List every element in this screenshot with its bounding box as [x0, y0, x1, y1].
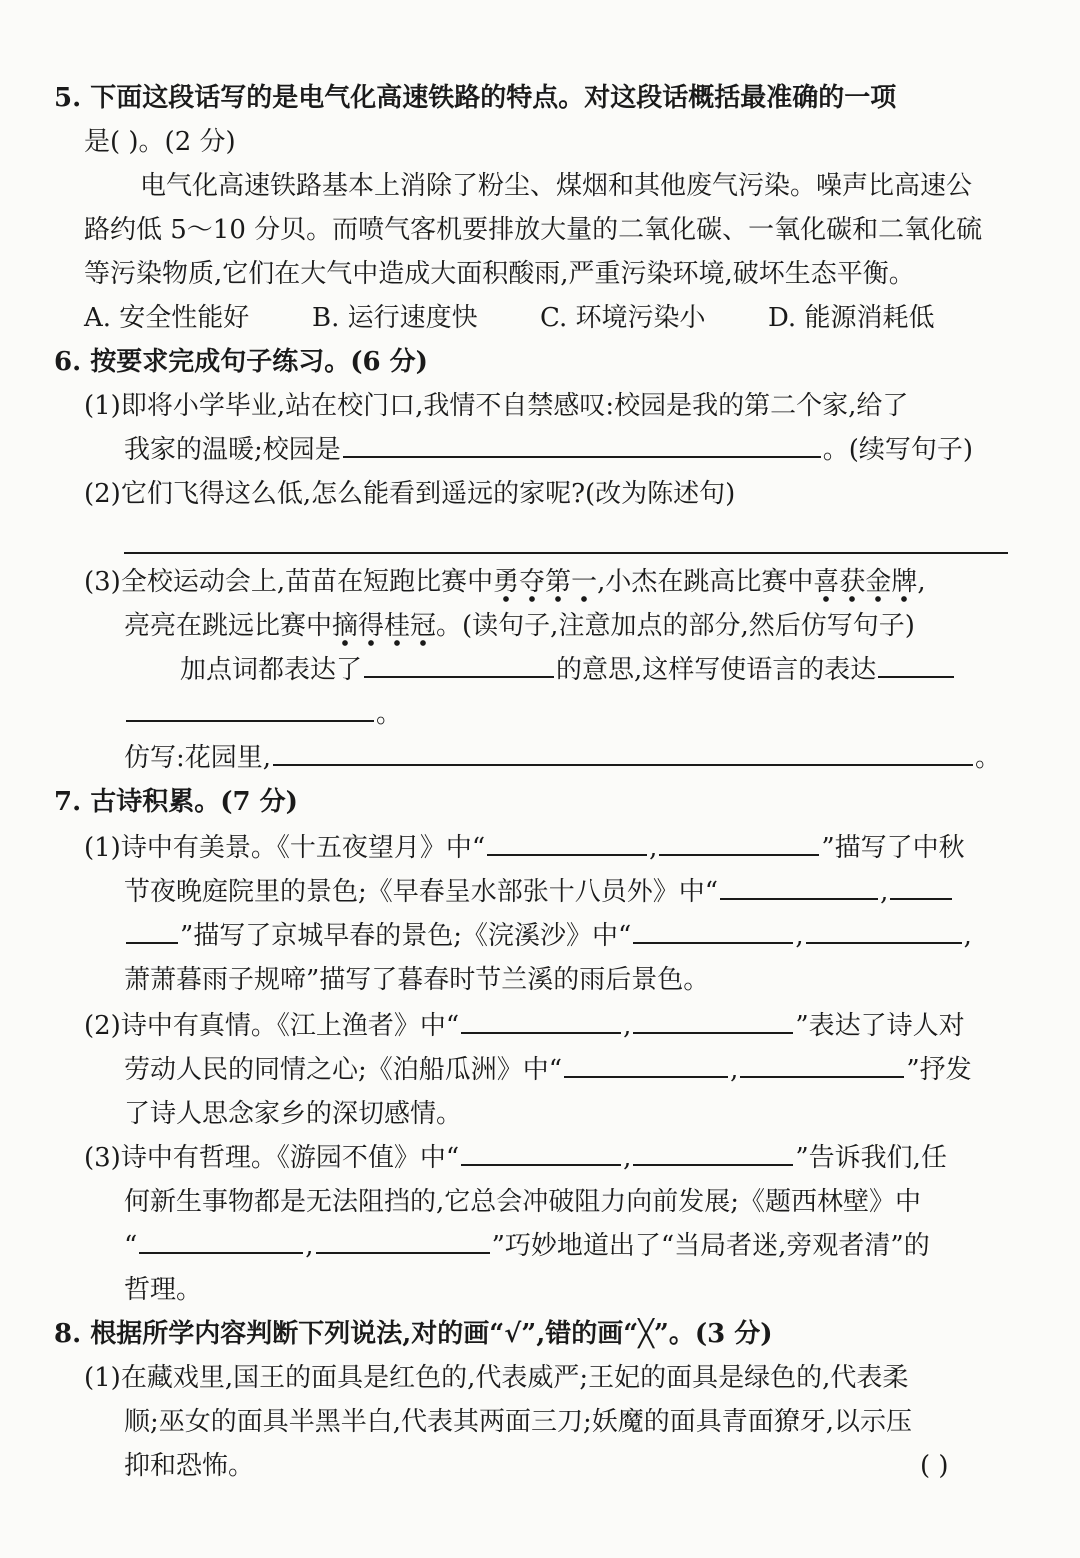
- q5-line2: 是( )。(2 分): [84, 127, 236, 157]
- answer-blank[interactable]: [890, 870, 952, 900]
- q7-p1-line2: 节夜晚庭院里的景色;《早春呈水部张十八员外》中“ ,: [124, 870, 954, 914]
- answer-line[interactable]: [124, 552, 1008, 554]
- q5-line1: 5. 下面这段话写的是电气化高速铁路的特点。对这段话概括最准确的一项: [54, 83, 897, 113]
- dotted-word: 勇夺第一: [493, 567, 597, 597]
- q7-p2-line1: (2)诗中有真情。《江上渔者》中“ , ”表达了诗人对: [84, 1004, 965, 1048]
- answer-blank[interactable]: [126, 692, 374, 722]
- q6-s3-line1: (3)全校运动会上,苗苗在短跑比赛中勇夺第一,小杰在跳高比赛中喜获金牌,: [84, 560, 926, 604]
- q5-passage-line: 路约低 5～10 分贝。而喷气客机要排放大量的二氧化碳、一氧化碳和二氧化硫: [84, 215, 983, 245]
- q7-p1-line1: (1)诗中有美景。《十五夜望月》中“ , ”描写了中秋: [84, 826, 965, 870]
- q6-s3-imitation: 仿写:花园里, 。: [124, 736, 1001, 780]
- q7-p3-line1: (3)诗中有哲理。《游园不值》中“ , ”告诉我们,任: [84, 1136, 947, 1180]
- answer-blank[interactable]: [878, 648, 954, 678]
- answer-blank[interactable]: [139, 1224, 303, 1254]
- answer-blank[interactable]: [564, 1048, 728, 1078]
- answer-blank[interactable]: [461, 1004, 621, 1034]
- q7-p3-line3: “ , ”巧妙地道出了“当局者迷,旁观者清”的: [124, 1224, 930, 1268]
- answer-blank[interactable]: [740, 1048, 904, 1078]
- q8-s1-line3: 抑和恐怖。: [124, 1451, 255, 1481]
- answer-blank[interactable]: [633, 1136, 793, 1166]
- q8-title: 8. 根据所学内容判断下列说法,对的画“√”,错的画“╳”。(3 分): [54, 1319, 773, 1349]
- q6-s2-line1: (2)它们飞得这么低,怎么能看到遥远的家呢?(改为陈述句): [84, 479, 736, 509]
- answer-blank[interactable]: [126, 914, 178, 944]
- q8-s1-line1: (1)在藏戏里,国王的面具是红色的,代表威严;王妃的面具是绿色的,代表柔: [84, 1363, 909, 1393]
- answer-blank[interactable]: [659, 826, 819, 856]
- answer-blank[interactable]: [720, 870, 878, 900]
- q7-p3-line4: 哲理。: [124, 1275, 203, 1305]
- q6-s3-line3: 加点词都表达了 的意思,这样写使语言的表达: [180, 648, 956, 692]
- q7-p2-line2: 劳动人民的同情之心;《泊船瓜洲》中“ , ”抒发: [124, 1048, 972, 1092]
- answer-blank[interactable]: [633, 914, 793, 944]
- q7-p1-line4: 萧萧暮雨子规啼”描写了暮春时节兰溪的雨后景色。: [124, 965, 710, 995]
- answer-blank[interactable]: [343, 428, 821, 458]
- q7-title: 7. 古诗积累。(7 分): [54, 787, 298, 817]
- q6-s1-line1: (1)即将小学毕业,站在校门口,我情不自禁感叹:校园是我的第二个家,给了: [84, 391, 909, 421]
- q7-p3-line2: 何新生事物都是无法阻挡的,它总会冲破阻力向前发展;《题西林壁》中: [124, 1187, 922, 1217]
- q5-option-c[interactable]: C. 环境污染小: [540, 303, 706, 333]
- answer-parentheses[interactable]: ( ): [920, 1451, 949, 1481]
- dotted-word: 喜获金牌: [813, 567, 917, 597]
- q5-options: [84, 296, 996, 340]
- q6-s3-line2: 亮亮在跳远比赛中摘得桂冠。(读句子,注意加点的部分,然后仿写句子): [124, 604, 915, 648]
- dotted-word: 摘得桂冠: [332, 611, 436, 641]
- q7-p1-line3: ”描写了京城早春的景色;《浣溪沙》中“ , ,: [124, 914, 972, 958]
- q5-option-b[interactable]: B. 运行速度快: [312, 303, 478, 333]
- q6-s3-line4: 。: [124, 692, 402, 736]
- answer-blank[interactable]: [316, 1224, 490, 1254]
- q5-passage-line: 等污染物质,它们在大气中造成大面积酸雨,严重污染环境,破坏生态平衡。: [84, 259, 915, 289]
- q5-passage-line: 电气化高速铁路基本上消除了粉尘、煤烟和其他废气污染。噪声比高速公: [140, 171, 973, 201]
- q7-p2-line3: 了诗人思念家乡的深切感情。: [124, 1099, 463, 1129]
- answer-blank[interactable]: [806, 914, 962, 944]
- answer-blank[interactable]: [461, 1136, 621, 1166]
- q5-option-a[interactable]: A. 安全性能好: [84, 303, 250, 333]
- q6-s1-line2: 我家的温暖;校园是 。(续写句子): [124, 428, 973, 472]
- answer-blank[interactable]: [273, 736, 973, 766]
- q6-title: 6. 按要求完成句子练习。(6 分): [54, 347, 428, 377]
- answer-blank[interactable]: [487, 826, 647, 856]
- answer-blank[interactable]: [633, 1004, 793, 1034]
- q5-option-d[interactable]: D. 能源消耗低: [768, 303, 935, 333]
- q8-s1-line2: 顺;巫女的面具半黑半白,代表其两面三刀;妖魔的面具青面獠牙,以示压: [124, 1407, 913, 1437]
- answer-blank[interactable]: [364, 648, 554, 678]
